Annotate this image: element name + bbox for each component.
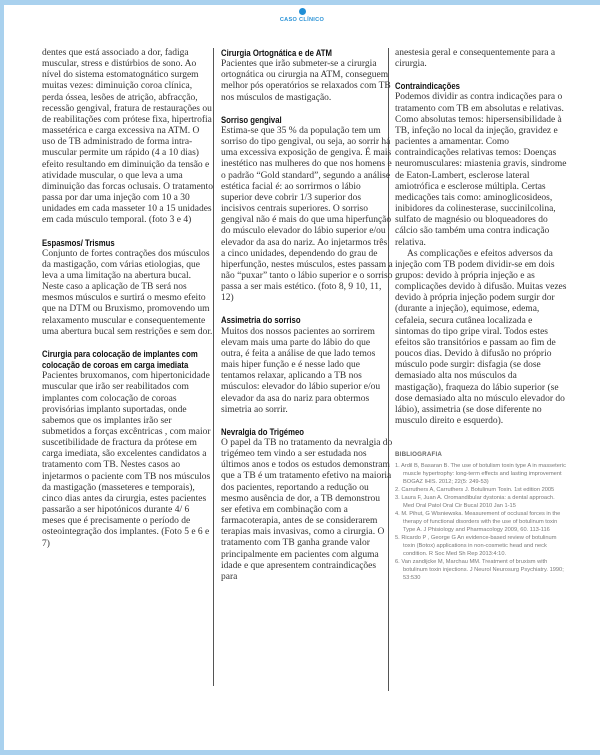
heading-implants: Cirurgia para colocação de implantes com colocação de coroas em carga imediata	[42, 348, 198, 371]
complications-paragraph: As complicações e efeitos adversos da injeção com TB podem dividir-se em dois grupos: devido à própria injeção e as complicações devido à difusão. Muitas vezes devido à própria injeção podem surgir dor (durante a injeção), equimose, edema, cefaleia, secura cutânea localizada e sintomas do tipo gripe viral. Todos estes efeitos são transitórios e passam ao fim de poucos dias. Devido à difusão no próprio músculo pode surgir: disfagia (se dose demasiado alta nos músculos da mastigação), fraqueza do lábio superior (se dose demasiado alta no músculo elevador do lábio), assimetria (se dose diferente no musculo direito e esquerdo).	[395, 248, 567, 426]
column-3	[391, 48, 567, 582]
implants-paragraph: Pacientes bruxomanos, com hipertonicidade muscular que irão ser reabilitados com implantes com colocação de coroas provisórias implanto suportadas, onde sabemos que os implantes irão ser submetidos a forças excêntricas , com maior suscetibilidade de fractura da prótese em carga imediata, são excelentes candidatos a tratamento com TB. Nestes casos ao injetarmos o paciente com TB nos músculos da mastigação (masseteres e temporais), cinco dias antes da cirurgia, estes pacientes passarão a ser hipotónicos durante 4/ 6 meses que é precisamente o período de osteointegração dos implantes. (Foto 5 e 6 e 7)	[42, 371, 211, 549]
page-header	[4, 8, 600, 23]
bibliography-title: BIBLIOGRAFIA	[395, 451, 443, 459]
bibliography-item: 3. Laura F, Juan A. Oromandibular dystonia: a dental approach. Med Oral Patol Oral Cir Bucal 2010 Jan 1-15	[395, 495, 555, 510]
orthognathic-paragraph: Pacientes que irão submeter-se a cirurgia ortognática ou cirurgia na ATM, conseguem melhor pós operatórios se relaxados com TB nos músculos de mastigação.	[221, 59, 391, 103]
smile-asymmetry-paragraph: Muitos dos nossos pacientes ao sorrirem elevam mais uma parte do lábio do que outra, é feita a análise de que lado temos mais hiper função e é nesse lado que tentamos relaxar, aplicando a TB nos músculos: elevador do lábio superior e/ou elevador da asa do nariz para obtermos simetria ao sorrir.	[221, 326, 381, 415]
bibliography-item: 2. Carruthers A, Carruthers J. Botulinum Toxin. 1st edition 2005	[395, 487, 555, 494]
section-dot-icon	[299, 8, 306, 15]
heading-contraindications: Contraindicações	[395, 81, 460, 92]
intro-paragraph: dentes que está associado a dor, fadiga muscular, stress e distúrbios de sono. Ao nível do sistema estomatognático surgem muitas vezes: diminuição coroa clínica, perda óssea, lesões de atrição, abfracção, recessão gengival, fratura de restaurações ou de reabilitações com prótese fixa, hipertrofia massetérica e carga excessiva na ATM. O uso de TB administrado de forma intra-muscular permite um rápido (4 a 10 dias) efeito resultando em diminuição da tensão e atividade muscular, o que leva a uma diminuição das forcas oclusais. O tratamento passa por dar uma injeção com 10 a 30 unidades em cada masseter 10 a 15 unidades em cada músculo temporal. (foto 3 e 4)	[42, 48, 213, 226]
continuation-paragraph: anestesia geral e consequentemente para a cirurgia.	[395, 48, 556, 70]
column-1	[42, 48, 214, 550]
heading-trigeminal-neuralgia: Nevralgia do Trigémeo	[221, 426, 305, 437]
heading-trismus: Espasmos/ Trismus	[42, 237, 115, 248]
gummy-smile-paragraph: Estima-se que 35 % da população tem um sorriso do tipo gengival, ou seja, ao sorrir há uma excessiva exposição de gengiva. É mais inestético nas mulheres do que nos homens e o padrão “Gold standard”, segundo a análise estética facial é: ao sorrirmos o lábio superior deve cobrir 1/3 superior dos incisivos centrais superiores. O sorriso gengival não é mais do que uma hiperfunção do músculo elevador do lábio superior e/ou elevador da asa do nariz. Ao injetarmos três a cinco unidades, dependendo do grau de hiperfunção, nestes músculos, estes passam a não “puxar” tanto o lábio superior e o sorriso passa a ser mais estético. (foto 8, 9 10, 11, 12)	[221, 125, 393, 304]
bibliography-item: 6. Van zandijcke M, Marchau MM. Treatment of bruxism with botulinum toxin injections. J Neurol Neurosurg Psychiatry. 1990; 53:530	[395, 559, 564, 582]
column-2	[217, 48, 393, 583]
bibliography-list	[395, 462, 567, 582]
bibliography-item: 5. Ricardo P , George G An evidence-based review of botulinum toxin (Botox) applications in non-cosmetic head and neck condition. R Soc Med Sh Rep 2013:4:10.	[395, 535, 557, 558]
trigeminal-neuralgia-paragraph: O papel da TB no tratamento da nevralgia do trigémeo tem vindo a ser estudada nos últimos anos e todos os estudos demonstram que a TB é um tratamento efetivo na maioria dos pacientes, reportando a redução ou mesmo ausência de dor, a TB demonstrou ser efetiva em combinação com a farmacoterapia, antes de se considerarem terapias mais invasivas, como a cirurgia. O tratamento com TB ganha grande valor principalmente em pacientes com alguma idade e que apresentem contraindicações para	[221, 438, 393, 582]
heading-orthognathic: Cirurgia Ortognática e de ATM	[221, 48, 332, 58]
section-label: CASO CLÍNICO	[279, 17, 325, 23]
contraindications-paragraph: Podemos dividir as contra indicações para o tratamento com TB em absolutas e relativas. Como absolutas temos: hipersensibilidade à TB, infeção no local da injeção, gravidez e pacientes a amamentar. Como contraindicações relativas temos: Doenças neuromusculares: miastenia gravis, sindrome de Eaton-Lambert, esclerose lateral amiotrófica e esclerose múltipla. Certas medicações tais como: aminoglicosideos, inibidores da colinesterase, succinilcolina, sulfato de magnésio ou bloqueadores do cálcio são também uma contra indicação relativa.	[395, 92, 567, 248]
heading-gummy-smile: Sorriso gengival	[221, 114, 282, 125]
bibliography-item: 4. M. Pihut, G Wisniewska. Measurement of occlusal forces in the therapy of functional disorders with the use of botulinum toxin Type A. J Phisiology and Pharmacology 2009, 60. 113-116	[395, 511, 561, 534]
bibliography-item: 1. Ardil B, Basaran B. The use of botulism toxin type A in masseteric muscle hypertrophy: long-term effects and lasting improvement BOGAZ IHIS. 2012; 22(5: 249-53)	[395, 463, 566, 486]
trismus-paragraph: Conjunto de fortes contrações dos músculos da mastigação, com várias etiologias, que leva a uma limitação na abertura bucal. Neste caso a aplicação de TB será nos mesmos músculos e surtirá o mesmo efeito que na DTM ou Bruxismo, promovendo um relaxamento muscular e consequentemente uma abertura bucal sem restrições e sem dor.	[42, 248, 213, 337]
heading-smile-asymmetry: Assimetria do sorriso	[221, 315, 301, 326]
